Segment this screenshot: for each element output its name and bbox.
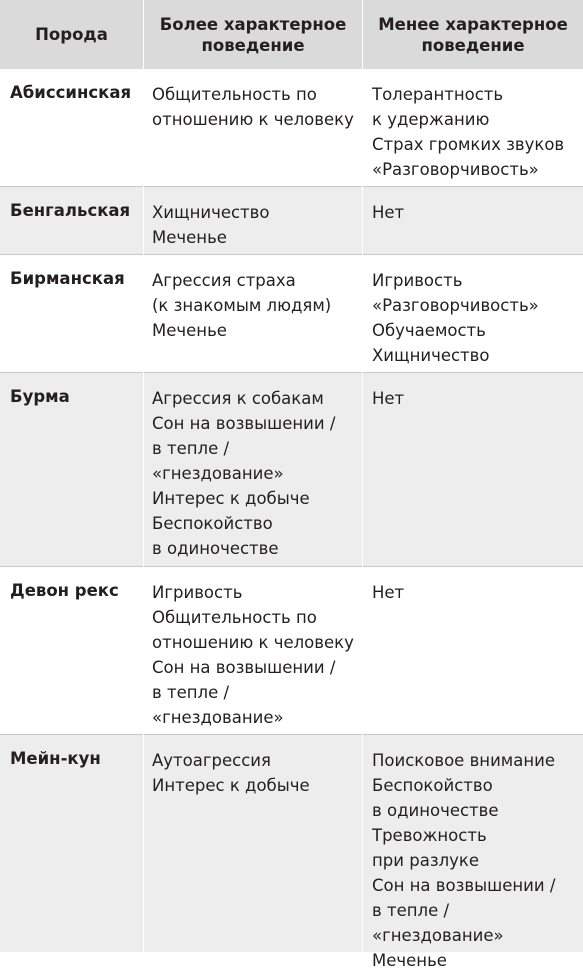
row-divider: [0, 372, 583, 373]
table-row: [0, 373, 583, 566]
column-divider: [362, 0, 363, 952]
table-header: [0, 0, 583, 69]
more-typical-behavior: Хищничество Меченье: [152, 203, 270, 247]
breed-name: Бирманская: [10, 269, 125, 288]
more-typical-behavior: Игривость Общительность по отношению к человеку Сон на возвышении / в тепле / «гнездование»: [152, 583, 354, 727]
breed-name: Бенгальская: [10, 201, 131, 220]
column-divider: [143, 0, 144, 952]
table-row: [0, 735, 583, 970]
less-typical-behavior: Толерантность к удержанию Страх громких звуков «Разговорчивость»: [372, 85, 565, 179]
row-divider: [0, 254, 583, 255]
table-row: [0, 187, 583, 254]
more-typical-behavior: Общительность по отношению к человеку: [152, 85, 354, 129]
table-row: [0, 567, 583, 734]
breed-name: Бурма: [10, 387, 70, 406]
more-typical-behavior: Агрессия к собакам Сон на возвышении / в тепле / «гнездование» Интерес к добыче Беспокойство в одиночестве: [152, 389, 336, 558]
less-typical-behavior: Игривость «Разговорчивость» Обучаемость Хищничество: [372, 271, 539, 365]
breed-name: Девон рекс: [10, 581, 119, 600]
less-typical-behavior: Нет: [372, 583, 405, 602]
header-more-typical: Более характерное поведение: [159, 14, 347, 55]
less-typical-behavior: Нет: [372, 203, 405, 222]
table-row: [0, 255, 583, 372]
header-less-typical: Менее характерное поведение: [378, 14, 568, 55]
less-typical-behavior: Поисковое внимание Беспокойство в одиночестве Тревожность при разлуке Сон на возвышении / в тепле / «гнездование» Меченье: [372, 751, 556, 970]
breed-name: Абиссинская: [10, 83, 132, 102]
more-typical-behavior: Аутоагрессия Интерес к добыче: [152, 751, 310, 795]
less-typical-behavior: Нет: [372, 389, 405, 408]
header-breed: Порода: [35, 25, 108, 44]
breed-name: Мейн-кун: [10, 749, 101, 768]
row-divider: [0, 186, 583, 187]
row-divider: [0, 734, 583, 735]
row-divider: [0, 566, 583, 567]
more-typical-behavior: Агрессия страха (к знакомым людям) Меченье: [152, 271, 332, 340]
table-row: [0, 69, 583, 186]
